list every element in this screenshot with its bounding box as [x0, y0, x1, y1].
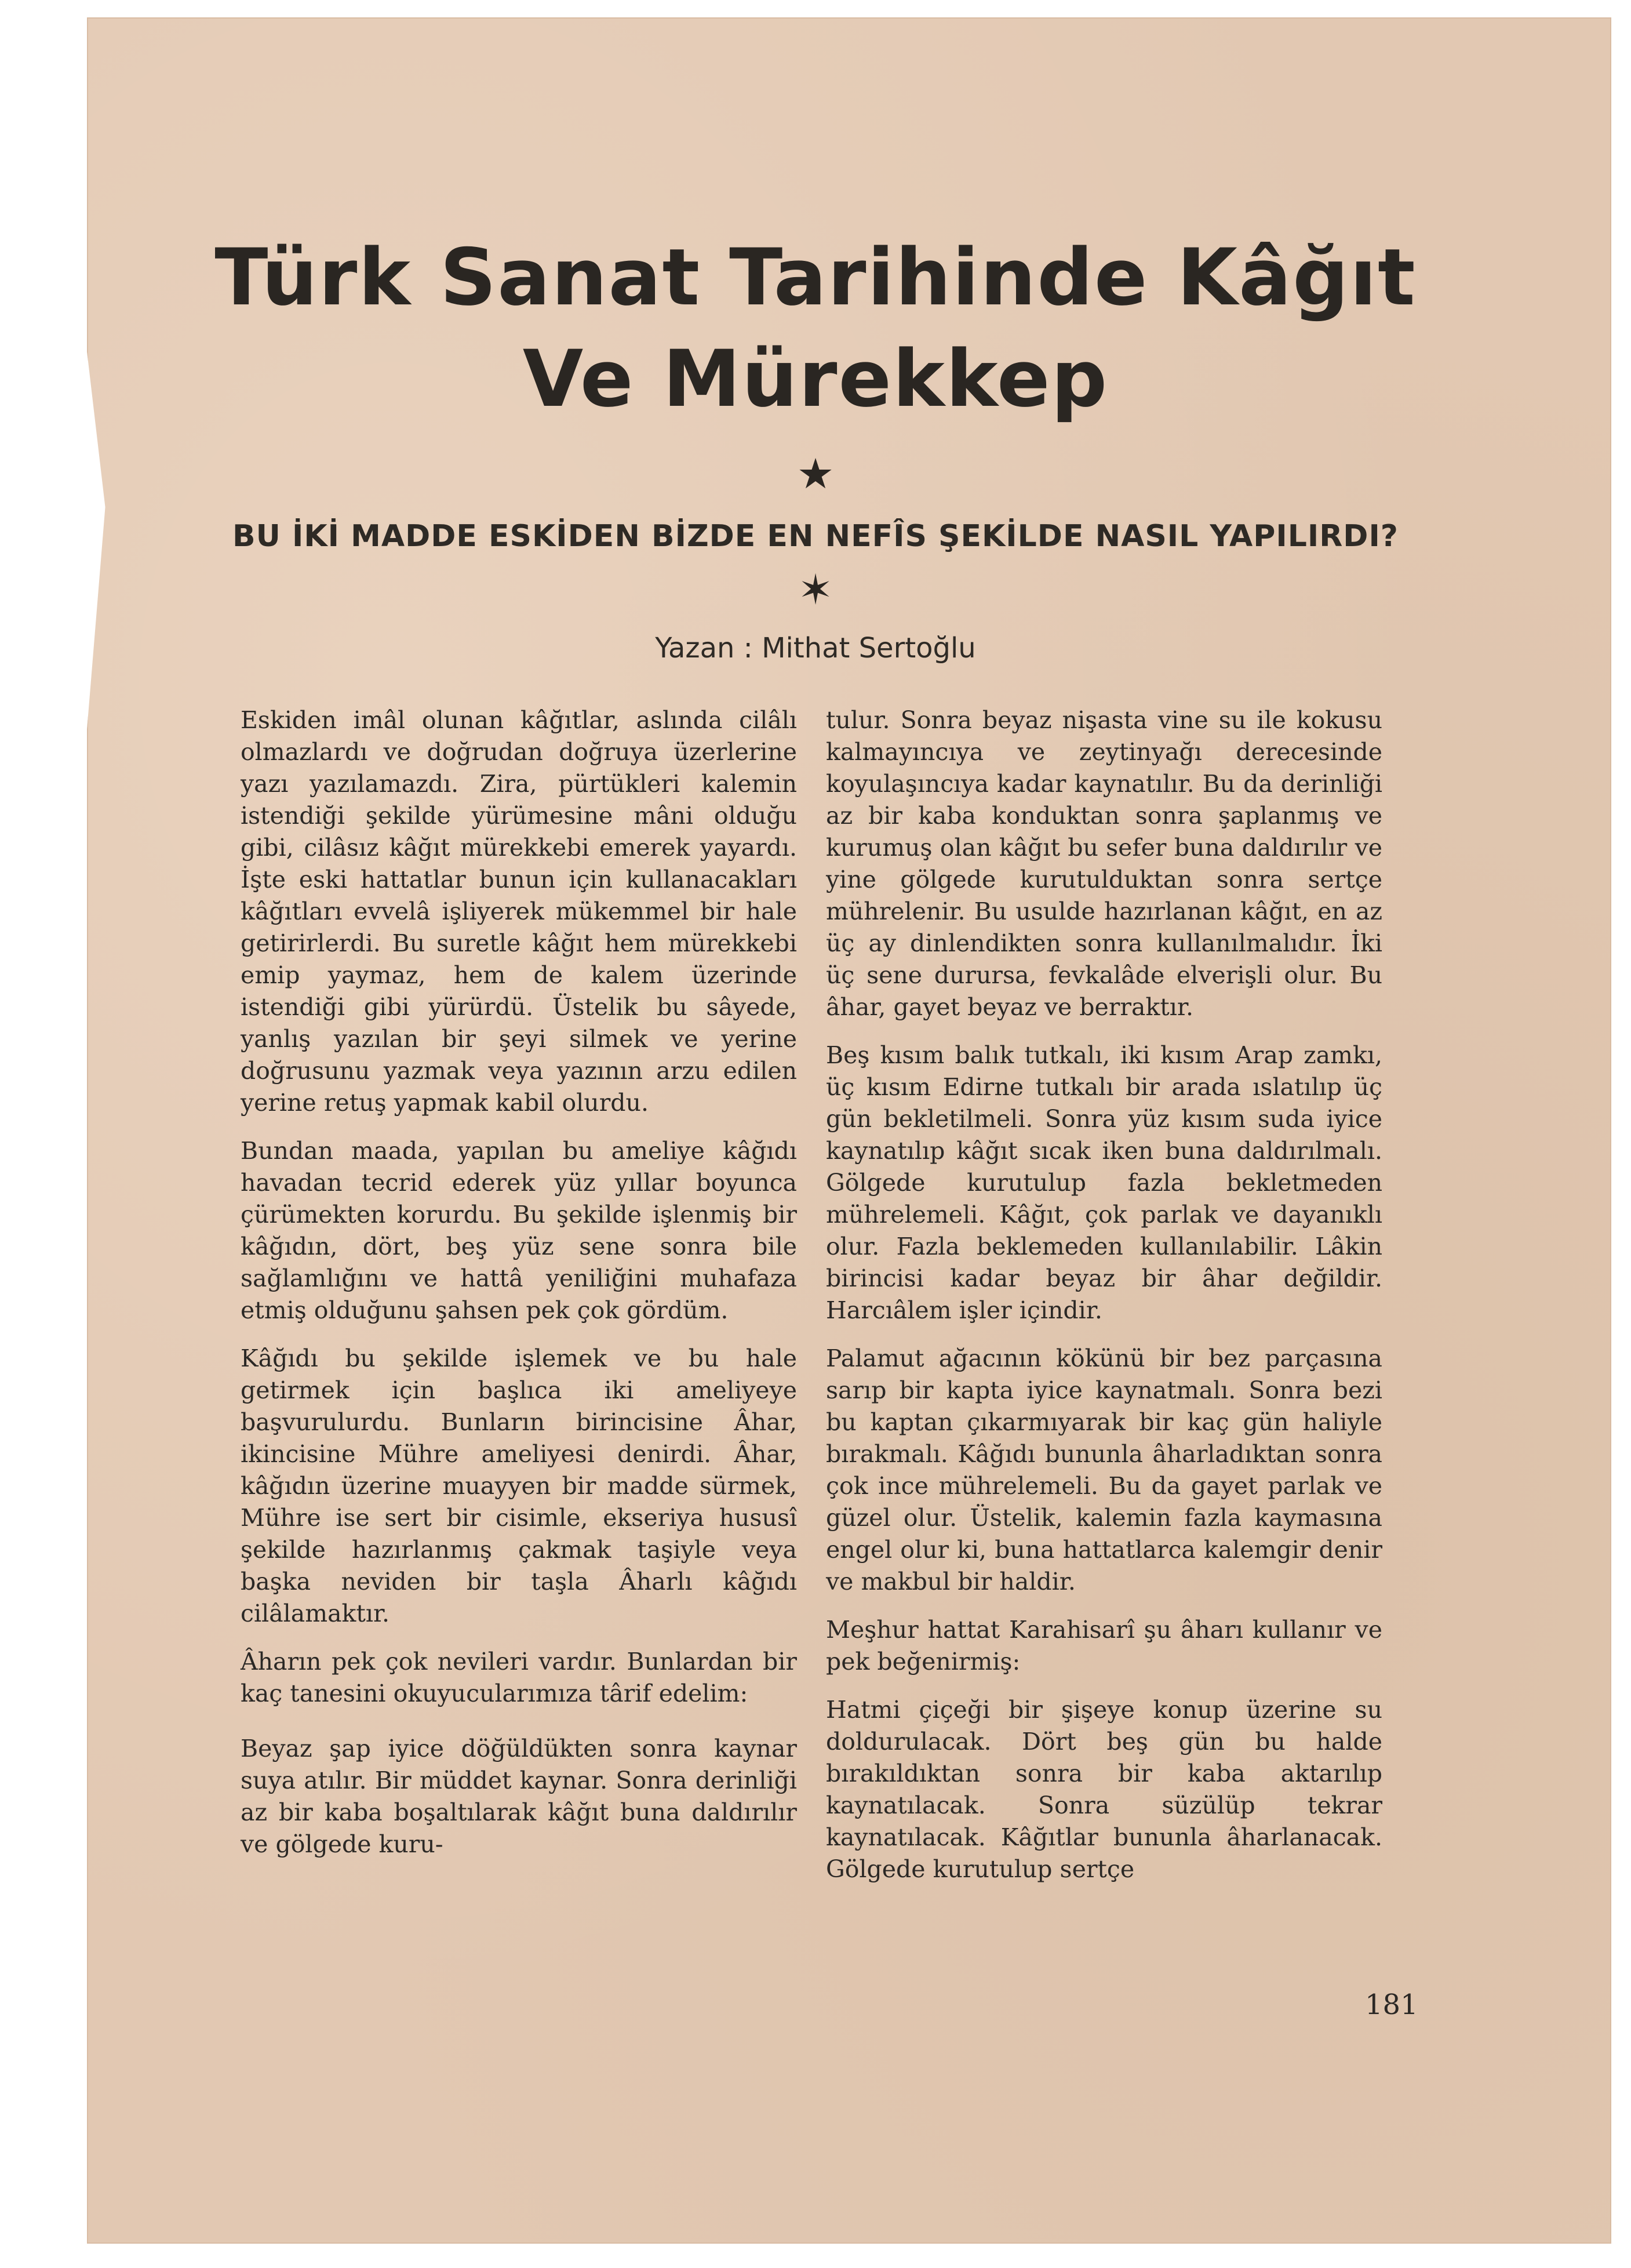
paragraph: Meşhur hattat Karahisarî şu âharı kullanır ve pek beğenirmiş: — [826, 1616, 1382, 1675]
star-ornament-bottom: ✶ — [798, 565, 833, 614]
paragraph: Âharın pek çok nevileri vardır. Bunlardan bir kaç tanesini okuyucularımıza târif edelim: — [241, 1648, 797, 1707]
article-title-line-2: Ve Mürekkep — [522, 333, 1109, 424]
star-ornament-top: ★ — [796, 449, 835, 498]
left-column — [241, 704, 797, 1877]
paragraph: Beş kısım balık tutkalı, iki kısım Arap zamkı, üç kısım Edirne tutkalı bir arada ıslatılıp üç gün bekletilmeli. Sonra yüz kısım suda iyice kaynatılıp kâğıt sıcak iken buna daldırılmalı. Gölgede kurutulup fazla bekletmeden mührelemeli. Kâğıt, çok parlak ve dayanıklı olur. Fazla beklemeden kullanılabilir. Lâkin birincisi kadar beyaz bir âhar değildir. Harcıâlem işler içindir. — [826, 1041, 1382, 1324]
paragraph: Beyaz şap iyice döğüldükten sonra kaynar suya atılır. Bir müddet kaynar. Sonra derinliği az bir kaba boşaltılarak kâğıt buna daldırılır ve gölgede kuru- — [241, 1735, 797, 1858]
paragraph: Kâğıdı bu şekilde işlemek ve bu hale getirmek için başlıca iki ameliyeye başvurulurdu. Bunların birincisine Âhar, ikincisine Mühre ameliyesi denirdi. Âhar, kâğıdın üzerine muayyen bir madde sürmek, Mühre ise sert bir cisimle, ekseriya hususî şekilde hazırlanmış çakmak taşiyle veya başka neviden bir taşla Âharlı kâğıdı cilâlamaktır. — [241, 1344, 797, 1627]
paragraph: Bundan maada, yapılan bu ameliye kâğıdı havadan tecrid ederek yüz yıllar boyunca çürümekten korurdu. Bu şekilde işlenmiş bir kâğıdın, dört, beş yüz sene sonra bile sağlamlığını ve hattâ yeniliğini muhafaza etmiş olduğunu şahsen pek çok gördüm. — [241, 1137, 797, 1324]
article-subtitle: BU İKİ MADDE ESKİDEN BİZDE EN NEFÎS ŞEKİLDE NASIL YAPILIRDI? — [232, 519, 1399, 554]
paragraph: Hatmi çiçeği bir şişeye konup üzerine su doldurulacak. Dört beş gün bu halde bırakıldıktan sonra bir kaba aktarılıp kaynatılacak. Sonra süzülüp tekrar kaynatılacak. Kâğıtlar bununla âharlanacak. Gölgede kurutulup sertçe — [826, 1696, 1382, 1883]
page-number: 181 — [1365, 1989, 1418, 2021]
paragraph: Eskiden imâl olunan kâğıtlar, aslında cilâlı olmazlardı ve doğrudan doğruya üzerlerine yazı yazılamazdı. Zira, pürtükleri kalemin istendiği şekilde yürümesine mâni olduğu gibi, cilâsız kâğıt mürekkebi emerek yayardı. İşte eski hattatlar bunun için kullanacakları kâğıtları evvelâ işliyerek mükemmel bir hale getirirlerdi. Bu suretle kâğıt hem mürekkebi emip yaymaz, hem de kalem üzerinde istendiği gibi yürürdü. Üstelik bu sâyede, yanlış yazılan bir şeyi silmek ve yerine doğrusunu yazmak veya yazının arzu edilen yerine retuş yapmak kabil olurdu. — [241, 706, 797, 1117]
paragraph: Palamut ağacının kökünü bir bez parçasına sarıp bir kapta iyice kaynatmalı. Sonra bezi bu kaptan çıkarmıyarak bir kaç gün haliyle bırakmalı. Kâğıdı bununla âharladıktan sonra çok ince mührelemeli. Bu da gayet parlak ve güzel olur. Üstelik, kalemin fazla kaymasına engel olur ki, buna hattatlarca kalemgir denir ve makbul bir haldir. — [826, 1344, 1382, 1595]
article-title-line-1: Türk Sanat Tarihinde Kâğıt — [214, 232, 1417, 323]
paragraph: tulur. Sonra beyaz nişasta vine su ile kokusu kalmayıncıya ve zeytinyağı derecesinde koyulaşıncıya kadar kaynatılır. Bu da derinliği az bir kaba konduktan sonra şaplanmış ve kurumuş olan kâğıt bu sefer buna daldırılır ve yine gölgede kurutulduktan sonra sertçe mührelenir. Bu usulde hazırlanan kâğıt, en az üç ay dinlendikten sonra kullanılmalıdır. İki üç sene durursa, fevkalâde elverişli olur. Bu âhar, gayet beyaz ve berraktır. — [826, 706, 1382, 1021]
author-byline: Yazan : Mithat Sertoğlu — [655, 632, 976, 664]
right-column — [826, 704, 1382, 1902]
